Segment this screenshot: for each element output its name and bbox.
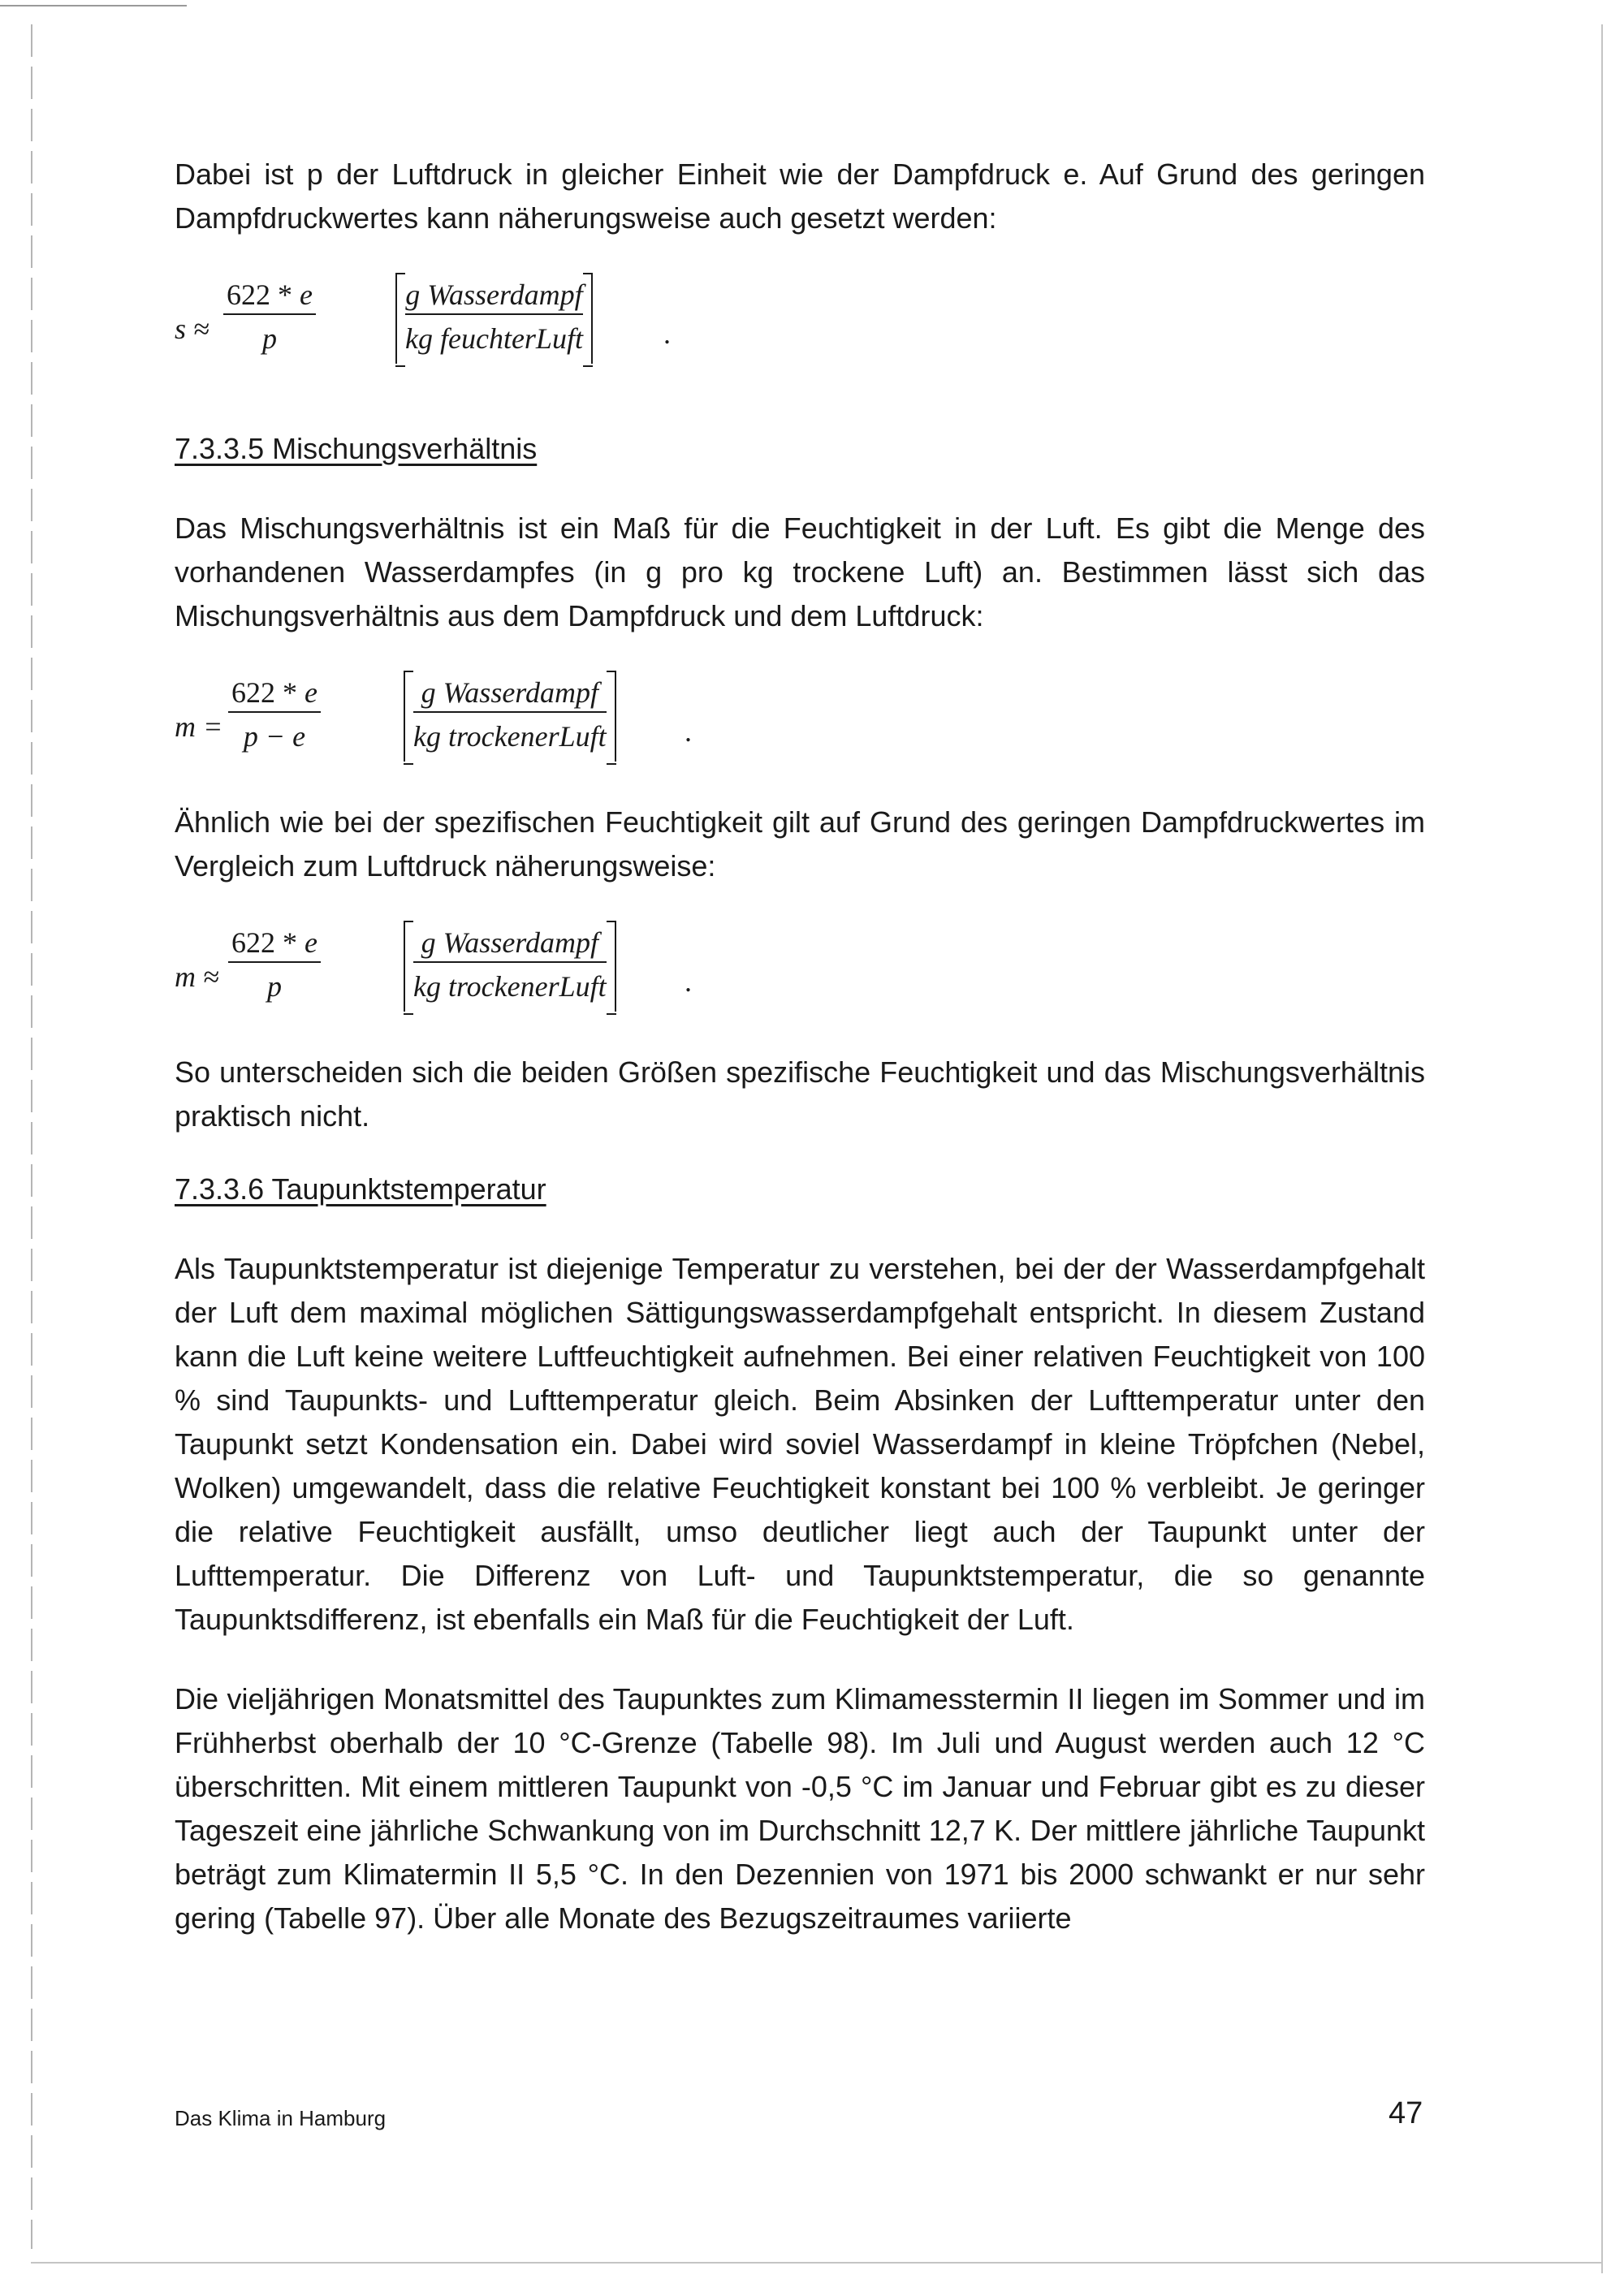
formula-lhs: m ≈ — [175, 960, 219, 993]
scan-edge-right — [1601, 24, 1603, 2273]
unit-denominator: kg feuchterLuft — [405, 322, 583, 355]
page-number: 47 — [1389, 2096, 1423, 2130]
formula-unit-bracket — [404, 921, 616, 1012]
formula-lhs: s ≈ — [175, 313, 209, 345]
formula-denominator: p — [261, 322, 277, 355]
formula-lhs: m = — [175, 710, 223, 743]
paragraph-mischungsverhaeltnis: Das Mischungsverhältnis ist ein Maß für die Feuchtigkeit in der Luft. Es gibt die Menge des vorhandenen Wasserdampfes (in g pro kg trockene Luft) an. Bestimmen lässt sich das Mischungsverhältnis aus dem Dampfdruck und dem Luftdruck: — [175, 511, 1425, 632]
unit-numerator: g Wasserdampf — [405, 273, 583, 315]
formula-period: . — [663, 317, 671, 350]
section-heading-mischungsverhaeltnis: 7.3.3.5 Mischungsverhältnis — [175, 432, 538, 465]
formula-numerator: 622 * e — [228, 675, 321, 713]
formula-numerator: 622 * e — [223, 278, 316, 315]
paragraph-monatsmittel: Die vieljährigen Monatsmittel des Taupunktes zum Klimamesstermin II liegen im Sommer und im Frühherbst oberhalb der 10 °C-Grenze (Tabelle 98). Im Juli und August werden auch 12 °C überschritten. Mit einem mittleren Taupunkt von -0,5 °C im Januar und Februar gibt es zu dieser Tageszeit eine jährliche Schwankung von im Durchschnitt 12,7 K. Der mittlere jährliche Taupunkt beträgt zum Klimatermin II 5,5 °C. In den Dezennien von 1971 bis 2000 schwankt er nur sehr gering (Tabelle 97). Über alle Monate des Bezugszeitraumes variierte — [175, 1682, 1425, 1935]
scan-edge-left — [31, 24, 32, 2249]
scan-edge-top — [0, 5, 187, 6]
formula-fraction — [228, 675, 321, 753]
formula-fraction — [228, 926, 321, 1003]
formula-mixing-ratio-approx — [175, 921, 1425, 1034]
paragraph-taupunktstemperatur: Als Taupunktstemperatur ist diejenige Temperatur zu verstehen, bei der der Wasserdampfgehalt der Luft dem maximal möglichen Sättigungswasserdampfgehalt entspricht. In diesem Zustand kann die Luft keine weitere Luftfeuchtigkeit aufnehmen. Bei einer relativen Feuchtigkeit von 100 % sind Taupunkts- und Lufttemperatur gleich. Beim Absinken der Lufttemperatur unter den Taupunkt setzt Kondensation ein. Dabei wird soviel Wasserdampf in kleine Tröpfchen (Nebel, Wolken) umgewandelt, dass die relative Feuchtigkeit konstant bei 100 % verbleibt. Je geringer die relative Feuchtigkeit ausfällt, umso deutlicher liegt auch der Taupunkt unter der Lufttemperatur. Die Differenz von Luft- und Taupunktstemperatur, die so genannte Taupunktsdifferenz, ist ebenfalls ein Maß für die Feuchtigkeit der Luft. — [175, 1252, 1425, 1636]
formula-denominator: p − e — [243, 720, 306, 753]
formula-period: . — [685, 715, 692, 748]
unit-denominator: kg trockenerLuft — [413, 720, 607, 753]
footer-title: Das Klima in Hamburg — [175, 2106, 387, 2130]
formula-mixing-ratio — [175, 671, 1425, 784]
unit-denominator: kg trockenerLuft — [413, 970, 607, 1003]
formula-period: . — [685, 965, 692, 998]
formula-numerator: 622 * e — [228, 926, 321, 963]
unit-numerator: g Wasserdampf — [413, 921, 607, 963]
formula-specific-humidity — [175, 273, 1425, 386]
paragraph-so-unterscheiden: So unterscheiden sich die beiden Größen spezifische Feuchtigkeit und das Mischungsverhältnis praktisch nicht. — [175, 1055, 1425, 1133]
paragraph-luftdruck: Dabei ist p der Luftdruck in gleicher Einheit wie der Dampfdruck e. Auf Grund des geringen Dampfdruckwertes kann näherungsweise auch gesetzt werden: — [175, 158, 1425, 235]
unit-numerator: g Wasserdampf — [413, 671, 607, 713]
formula-fraction — [223, 278, 316, 356]
scan-edge-bottom — [31, 2262, 1603, 2264]
paragraph-aehnlich: Ähnlich wie bei der spezifischen Feuchtigkeit gilt auf Grund des geringen Dampfdruckwertes im Vergleich zum Luftdruck näherungsweise: — [175, 805, 1425, 883]
page-content — [175, 153, 1425, 1940]
formula-unit-bracket — [404, 671, 616, 762]
formula-unit-bracket — [395, 273, 593, 364]
section-heading-taupunktstemperatur: 7.3.3.6 Taupunktstemperatur — [175, 1172, 546, 1206]
formula-denominator: p — [266, 970, 282, 1003]
